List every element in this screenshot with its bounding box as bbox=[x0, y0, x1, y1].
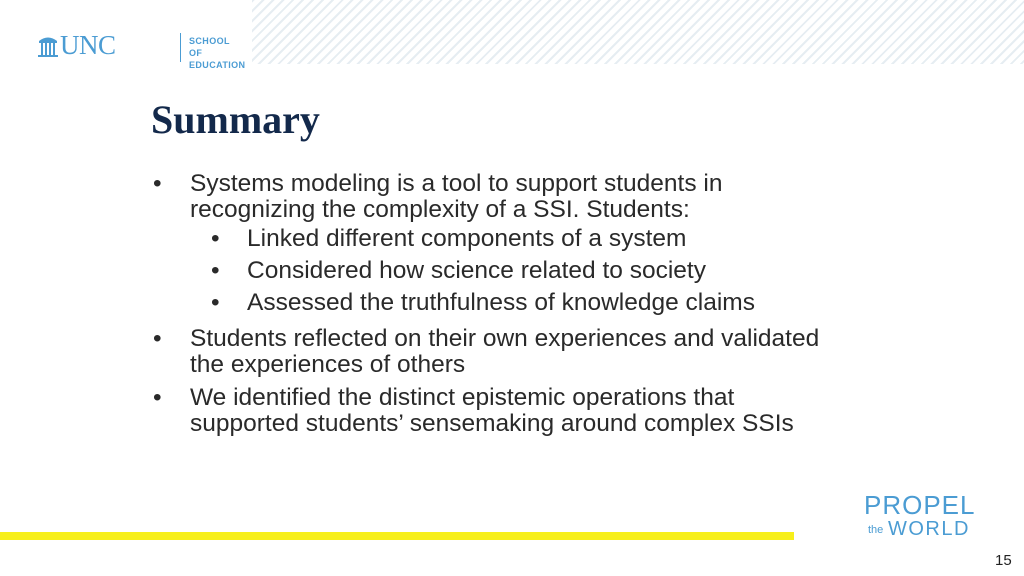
sub-bullet-item-2 bbox=[148, 255, 848, 287]
propel-the-world-logo bbox=[860, 490, 990, 546]
unc-school-of-education-logo bbox=[38, 30, 246, 70]
old-well-icon bbox=[38, 34, 58, 58]
sub-bullet-text: Linked different components of a system bbox=[247, 225, 687, 252]
sub-bullet-text: Considered how science related to society bbox=[247, 257, 706, 284]
sub-bullet-item-3 bbox=[148, 287, 848, 319]
bullet-dot: • bbox=[211, 225, 220, 252]
header-hatch-pattern bbox=[252, 0, 1024, 64]
propel-the-text: the bbox=[868, 524, 884, 536]
bullet-item-1 bbox=[148, 171, 848, 223]
bullet-dot: • bbox=[153, 170, 162, 197]
sub-bullet-text: Assessed the truthfulness of knowledge claims bbox=[247, 289, 755, 316]
bullet-text: Students reflected on their own experiences and validated the experiences of others bbox=[190, 325, 820, 378]
bullet-text: Systems modeling is a tool to support students in recognizing the complexity of a SSI. Students: bbox=[190, 170, 723, 223]
bullet-item-3 bbox=[148, 385, 848, 437]
propel-wordmark: PROPEL bbox=[864, 490, 976, 520]
page-number: 15 bbox=[995, 552, 1012, 569]
sub-bullet-item-1 bbox=[148, 223, 848, 255]
bullet-item-2 bbox=[148, 326, 848, 378]
school-line-2: EDUCATION bbox=[189, 60, 246, 70]
school-of-education-text bbox=[189, 35, 245, 71]
logo-divider bbox=[180, 33, 181, 62]
slide-title: Summary bbox=[151, 97, 320, 142]
school-line-1: SCHOOL OF bbox=[189, 36, 230, 58]
bullet-dot: • bbox=[211, 289, 220, 316]
unc-wordmark: UNC bbox=[60, 30, 116, 60]
bullet-dot: • bbox=[211, 257, 220, 284]
bullet-dot: • bbox=[153, 384, 162, 411]
propel-world-text: WORLD bbox=[888, 518, 970, 540]
yellow-accent-bar bbox=[0, 532, 794, 540]
bullet-dot: • bbox=[153, 325, 162, 352]
bullet-list bbox=[148, 171, 848, 437]
bullet-text: We identified the distinct epistemic operations that supported students’ sensemaking around complex SSIs bbox=[190, 384, 794, 437]
